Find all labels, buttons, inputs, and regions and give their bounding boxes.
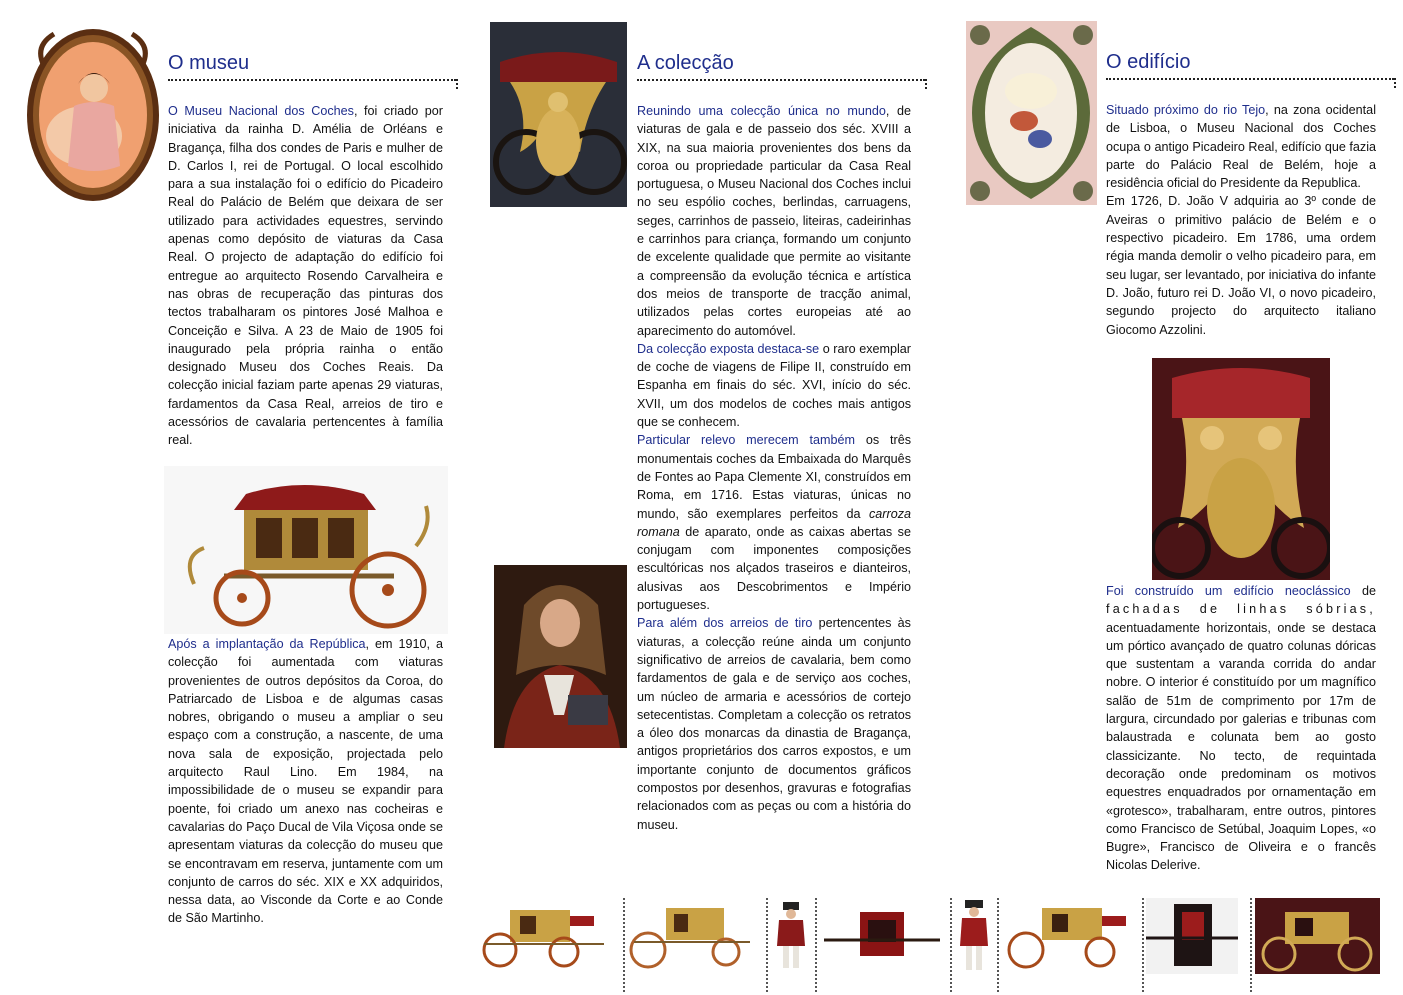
museu-p2-lead: Após a implantação da República [168, 637, 366, 651]
museu-p1-lead: O Museu Nacional dos Coches [168, 104, 354, 118]
edificio-p1-lead: Situado próximo do rio Tejo [1106, 103, 1266, 117]
museu-p1-text: , foi criado por iniciativa da rainha D. Amélia de Orléans e Bragança, filha dos condes de Paris e mulher de D. Carlos I, rei de Portugal. O local escolhido para a sua instalação foi o edifício do Picadeiro Real do Palácio de Belém que deixara de ser utilizado para actividades equestres, servindo apenas como depósito de viaturas da Casa Real. O projecto de adaptação do edifício foi entregue ao arquitecto Rosendo Carvalheira e nas obras de recuperação das pinturas dos tectos trabalharam os pintores José Malhoa e Conceição e Silva. A 23 de Maio de 1905 foi inaugurado pela própria rainha o então designado Museu dos Coches Reais. Da colecção inicial faziam parte apenas 29 viaturas, fardamentos da Casa Real, arreios de tiro e acessórios de cavalaria pertencentes à família real. [168, 104, 443, 448]
edificio-paragraph-3 [1106, 582, 1376, 875]
coleccao-p3-italic: carroza romana [637, 506, 911, 539]
museu-paragraph-1 [168, 102, 443, 450]
coleccao-p1-lead: Reunindo uma colecção única no mundo [637, 104, 886, 118]
king-portrait [494, 565, 627, 748]
museu-paragraph-2 [168, 635, 443, 928]
strip-divider [1250, 898, 1252, 992]
coleccao-p2-text: o raro exemplar de coche de viagens de Filipe II, construído em Espanha em finais do séc. XVI, início do séc. XVII, um dos modelos de coches mais antigos que se conhecem. [637, 341, 911, 430]
strip-sedan-chair [1146, 898, 1238, 974]
strip-livery-uniform-1 [773, 900, 809, 972]
coleccao-p2-lead: Da colecção exposta destaca-se [637, 341, 820, 356]
ceiling-painting-photo [966, 21, 1097, 205]
museu-p2-text: , em 1910, a colecção foi aumentada com viaturas provenientes de outros depósitos da Coroa, do Patriarcado de Lisboa e de algumas casas nobres, obrigando o museu a ampliar o seu espaço com a construção, a nascente, de uma nova sala de exposição, projectada pelo arquitecto Raul Lino. Em 1984, na impossibilidade de o museu se expandir para poente, foi criado um anexo nas cocheiras e cavalarias do Paço Ducal de Vila Viçosa onde se apresentam viaturas da colecção do museu que se encontravam em reserva, juntamente com um conjunto de carros do séc. XIX e XX adquiridos, nessa data, ao Visconde da Corte e ao Conde de São Martinho. [168, 637, 443, 926]
edificio-p3-lead: Foi construído um edifício neoclássico [1106, 584, 1351, 598]
strip-coach-interior [1255, 898, 1380, 974]
coleccao-text [637, 102, 911, 834]
edificio-p2-text: Em 1726, D. João V adquiria ao 3º conde de Aveiras o primitivo palácio de Belém e o respectivo picadeiro. Em 1786, uma ordem régia manda demolir o velho picadeiro para, em seu lugar, ser levantado, por iniciativa do infante D. João, futuro rei D. João VI, o novo picadeiro, segundo projecto do arquitecto italiano Giocomo Azzolini. [1106, 194, 1376, 337]
edificio-p3-text-a: de [1350, 584, 1376, 598]
strip-divider [950, 898, 952, 992]
strip-sedan-chair-poles [822, 906, 942, 966]
edificio-p3-spaced: fachadas de linhas sóbrias, [1106, 602, 1376, 617]
coleccao-p1-text: , de viaturas de gala e de passeio dos séc. XVIII a XIX, na sua maioria provenientes dos bens da coroa ou propriedade particular da Casa Real portuguesa, o Museu Nacional dos Coches inclui no seu espólio coches, berlindas, carruagens, seges, carrinhos de passeio, liteiras, cadeirinhas e carrinhos para criança, formando um conjunto de excelente qualidade que permite ao visitante a compreensão da evolução técnica e artística dos meios de transporte de tracção animal, utilizados pelas cortes europeias até ao aparecimento do automóvel. [637, 104, 911, 338]
edificio-paragraph-1 [1106, 101, 1376, 339]
coleccao-p3-lead: Particular relevo merecem também [637, 433, 856, 448]
royal-coach-photo [164, 466, 448, 634]
edificio-heading: O edifício [1106, 51, 1394, 80]
strip-carriage-3 [1002, 902, 1136, 970]
strip-carriage-1 [474, 900, 614, 970]
edificio-p1-text: , na zona ocidental de Lisboa, o Museu Nacional dos Coches ocupa o antigo Picadeiro Real, edifício que fazia parte do Palácio Real de Belém, hoje a residência oficial do Presidente da Republica. [1106, 103, 1376, 191]
strip-divider [997, 898, 999, 992]
ornate-coach-photo [490, 22, 627, 207]
edificio-p3-text-b: acentuadamente horizontais, onde se destaca um pórtico avançado de quatro colunas dóricas que sustentam a varanda corrida do andar nobre. O interior é constituído por um magnífico salão de 51m de comprimento por 17m de largura, circundado por galerias e tribunas com balaustrada e colunata bem ao gosto classicizante. No tecto, de requintada decoração onde predominam os motivos equestres enquadrados por ornamentação em «grotesco», trabalharam, entre outros, pintores como Francisco de Setúbal, Joaquim Lopes, «o Bugre», Francisco de Oliveira e o francês Nicolas Delerive. [1106, 620, 1376, 873]
strip-divider [1142, 898, 1144, 992]
coleccao-p3-text-a: os três monumentais coches da Embaixada do Marquês de Fontes ao Papa Clemente XI, construídos em Roma, em 1716. Estas viaturas, únicas no mundo, são exemplares perfeitos da [637, 433, 912, 521]
strip-divider [623, 898, 625, 992]
coleccao-heading: A colecção [637, 52, 925, 81]
coleccao-p4-lead: Para além dos arreios de tiro [637, 616, 813, 631]
strip-divider [815, 898, 817, 992]
strip-divider [766, 898, 768, 992]
strip-livery-uniform-2 [957, 898, 991, 974]
coleccao-p3-text-b: de aparato, onde as caixas abertas se conjugam com imponentes composições escultóricas nos alçados traseiros e dianteiros, alusivas aos Descobrimentos e Império portugueses. [637, 524, 911, 613]
coleccao-p4-text: pertencentes às viaturas, a colecção reúne ainda um conjunto significativo de arreios de cavalaria, bem como fardamentos de gala e de serviço aos coches, um núcleo de armaria e acessórios de cortejo setecentistas. Completam a colecção os retratos a óleo dos monarcas da dinastia de Bragança, antigos proprietários dos carros expostos, e um importante conjunto de documentos gráficos compostos por desenhos, gravuras e fotografias relacionados com as peças ou com a história do museu. [637, 616, 911, 832]
museu-heading: O museu [168, 52, 456, 81]
gilded-coach-rear-photo [1152, 358, 1330, 580]
queen-amelia-portrait [24, 26, 162, 204]
strip-carriage-2 [626, 902, 758, 970]
